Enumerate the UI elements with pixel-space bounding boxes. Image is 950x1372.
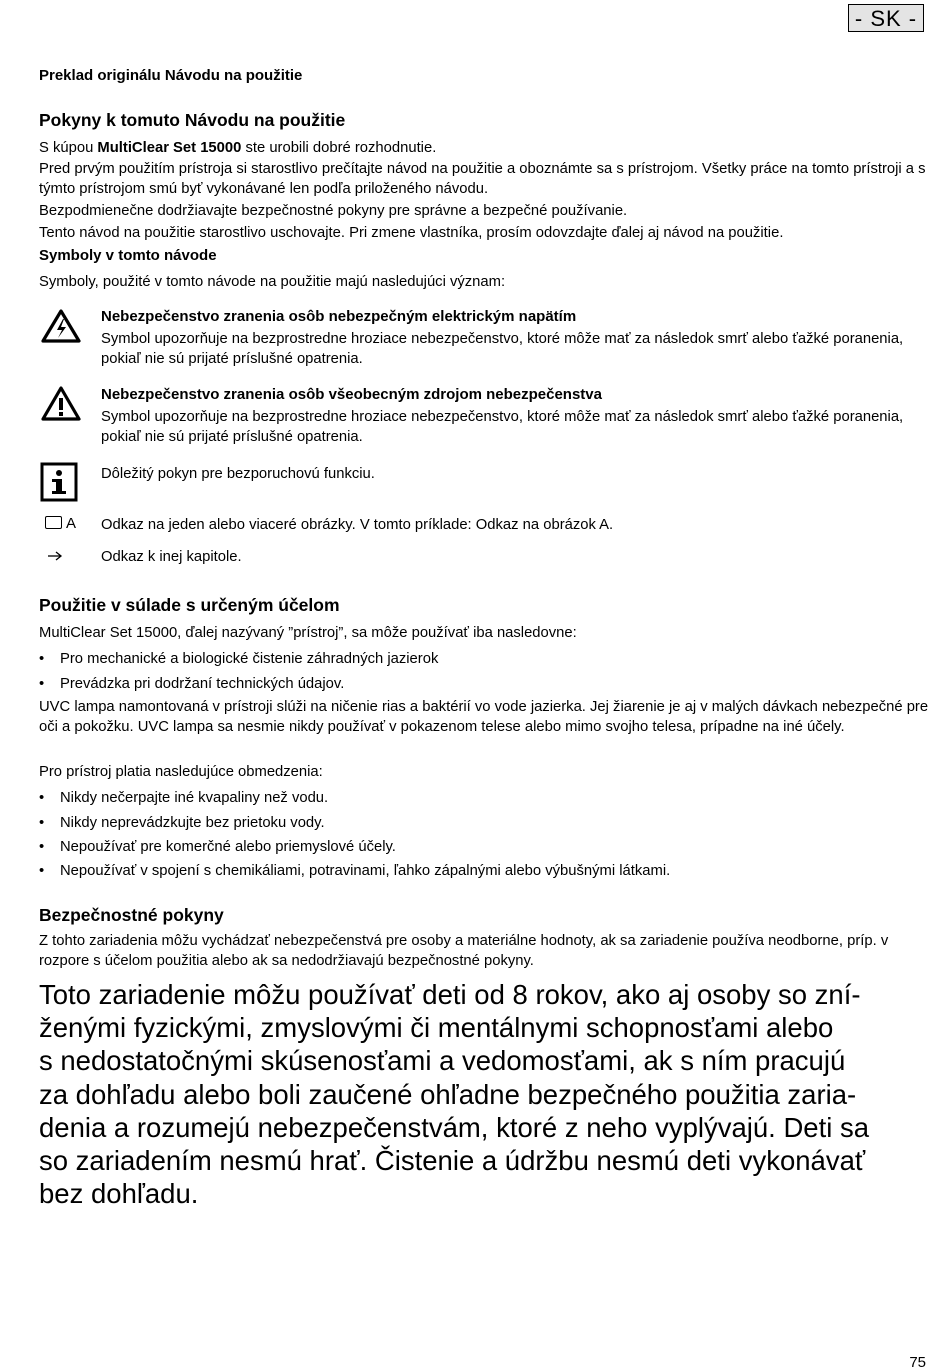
electric-hazard-triangle-icon — [40, 308, 82, 349]
page-number: 75 — [909, 1354, 926, 1371]
list-item: • Nepoužívať pre komerčné alebo priemyslové účely. — [39, 839, 396, 855]
arrow-right-icon — [47, 549, 63, 567]
list-item: • Prevádzka pri dodržaní technických údajov. — [39, 676, 345, 692]
figure-reference-description: Odkaz na jeden alebo viaceré obrázky. V tomto príklade: Odkaz na obrázok A. — [101, 517, 614, 533]
list-item: • Nepoužívať v spojení s chemikáliami, potravinami, ľahko zápalnými alebo výbušnými látkami. — [39, 863, 671, 879]
children-warning-line: denia a rozumejú nebezpečenstvám, ktoré z neho vyplývajú. Deti sa — [39, 1111, 870, 1143]
symbols-heading: Symboly v tomto návode — [39, 247, 217, 264]
safety-heading: Bezpečnostné pokyny — [39, 905, 224, 925]
language-badge: - SK - — [848, 4, 924, 32]
general-hazard-title: Nebezpečenstvo zranenia osôb všeobecným zdrojom nebezpečenstva — [101, 386, 602, 403]
electric-hazard-title: Nebezpečenstvo zranenia osôb nebezpečným elektrickým napätím — [101, 308, 577, 325]
instructions-intro — [39, 139, 929, 159]
children-warning — [39, 978, 929, 1210]
children-warning-line: so zariadením nesmú hrať. Čistenie a údržbu nesmú deti vykonávať — [39, 1145, 866, 1177]
product-name: MultiClear Set 15000 — [97, 140, 242, 156]
document-subtitle: Preklad originálu Návodu na použitie — [39, 67, 303, 84]
instructions-paragraph-3: Tento návod na použitie starostlivo uschovajte. Pri zmene vlastníka, prosím odovzdajte ďalej aj návod na použitie. — [39, 225, 784, 241]
list-item: • Pro mechanické a biologické čistenie záhradných jazierok — [39, 651, 439, 667]
children-warning-line: za dohľadu alebo boli zaučené ohľadne bezpečného použitia zaria- — [39, 1078, 857, 1110]
list-item: • Nikdy neprevádzkujte bez prietoku vody. — [39, 815, 325, 831]
list-item-text: Nepoužívať v spojení s chemikáliami, potravinami, ľahko zápalnými alebo výbušnými látkami. — [60, 863, 671, 879]
safety-intro: Z tohto zariadenia môžu vychádzať nebezpečenstvá pre osoby a materiálne hodnoty, ak sa zariadenie používa neodborne, príp. v rozpore s účelom použitia alebo ak sa nedodržiavajú bezpečnostné pokyny. — [39, 933, 889, 969]
list-item-text: Nikdy neprevádzkujte bez prietoku vody. — [60, 815, 325, 831]
restrictions-intro: Pro prístroj platia nasledujúce obmedzenia: — [39, 764, 323, 780]
usage-intro: MultiClear Set 15000, ďalej nazývaný ”prístroj”, sa môže používať iba nasledovne: — [39, 625, 577, 641]
figure-reference-icon — [45, 516, 62, 529]
children-warning-line: Toto zariadenie môžu používať deti od 8 rokov, ako aj osoby so zní- — [39, 979, 861, 1010]
intro-suffix: ste urobili dobré rozhodnutie. — [241, 140, 437, 156]
instructions-heading: Pokyny k tomuto Návodu na použitie — [39, 110, 346, 130]
children-warning-line: bez dohľadu. — [39, 1178, 199, 1210]
info-description: Dôležitý pokyn pre bezporuchovú funkciu. — [101, 466, 375, 482]
electric-hazard-description: Symbol upozorňuje na bezprostredne hroziace nebezpečenstvo, ktoré môže mať za následok smrť alebo ťažké poranenia, pokiaľ nie sú prijaté príslušné opatrenia. — [101, 331, 904, 367]
instructions-paragraph-1: Pred prvým použitím prístroja si starostlivo prečítajte návod na použitie a oboznámte sa s prístrojom. Všetky práce na tomto prístroji a s týmto prístrojom smú byť vykonávané len podľa priloženého návodu. — [39, 161, 926, 197]
list-item: • Nikdy nečerpajte iné kvapaliny než vodu. — [39, 790, 329, 806]
usage-heading: Použitie v súlade s určeným účelom — [39, 595, 340, 615]
intro-prefix: S kúpou — [39, 140, 98, 156]
info-icon — [40, 462, 78, 507]
chapter-reference-description: Odkaz k inej kapitole. — [101, 549, 242, 565]
list-item-text: Pro mechanické a biologické čistenie záhradných jazierok — [60, 651, 439, 667]
children-warning-line: ženými fyzickými, zmyslovými či mentálnymi schopnosťami alebo — [39, 1012, 834, 1044]
figure-reference-letter: A — [66, 515, 77, 532]
general-hazard-triangle-icon — [40, 385, 82, 428]
general-hazard-description: Symbol upozorňuje na bezprostredne hroziace nebezpečenstvo, ktoré môže mať za následok smrť alebo ťažké poranenia, pokiaľ nie sú prijaté príslušné opatrenia. — [101, 409, 904, 445]
list-item-text: Nikdy nečerpajte iné kvapaliny než vodu. — [60, 790, 329, 806]
uvc-paragraph: UVC lampa namontovaná v prístroji slúži na ničenie rias a baktérií vo vode jazierka. Jej žiarenie je aj v malých dávkach nebezpečné pre oči a pokožku. UVC lampa sa nesmie nikdy používať v pokazenom telese alebo mimo svojho telesa, prípadne na iné účely. — [39, 699, 929, 735]
instructions-paragraph-2: Bezpodmienečne dodržiavajte bezpečnostné pokyny pre správne a bezpečné používanie. — [39, 203, 628, 219]
figure-reference-symbol — [45, 515, 76, 532]
children-warning-line: s nedostatočnými skúsenosťami a vedomosťami, ak s ním pracujú — [39, 1045, 846, 1077]
symbols-intro: Symboly, použité v tomto návode na použitie majú nasledujúci význam: — [39, 274, 506, 290]
list-item-text: Prevádzka pri dodržaní technických údajov. — [60, 676, 345, 692]
list-item-text: Nepoužívať pre komerčné alebo priemyslové účely. — [60, 839, 396, 855]
